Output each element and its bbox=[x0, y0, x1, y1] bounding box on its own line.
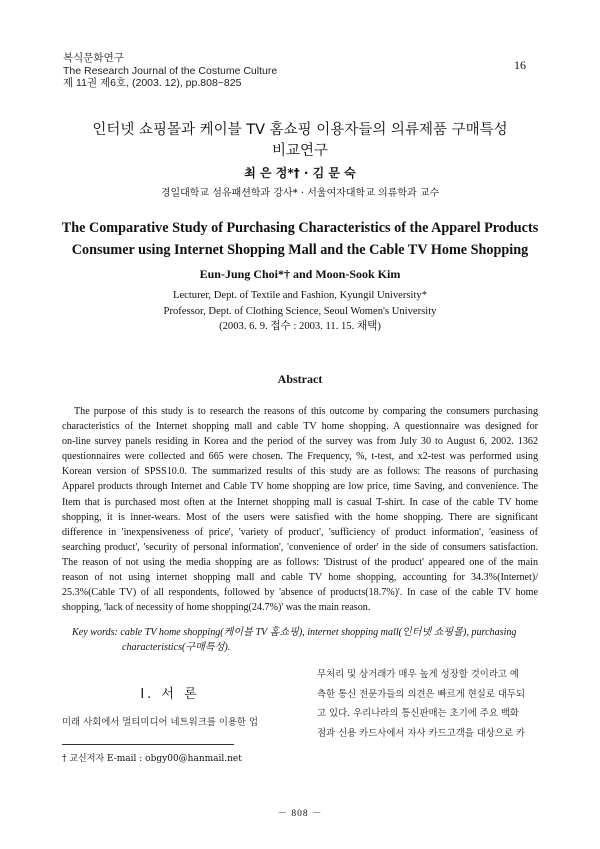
abstract-heading: Abstract bbox=[277, 372, 323, 386]
keywords-line-2: characteristics(구매특성). bbox=[122, 642, 231, 653]
page-number-top: 16 bbox=[514, 58, 526, 72]
abstract-line: Apparel products through Internet and Cable TV home shopping are low price, time Saving, and convenience. The bbox=[62, 481, 538, 493]
korean-title bbox=[60, 120, 540, 162]
right-column-text bbox=[317, 665, 539, 743]
abstract-line: searching product', 'security of personal information', 'convenience of order' in the side of consumers satisfaction. bbox=[62, 541, 538, 553]
korean-authors: 최 은 정*† · 김 문 숙 bbox=[244, 166, 356, 180]
abstract-line: reason of not using internet shopping mall and cable TV home shopping, accounting for 34.3%(Internet)/ bbox=[62, 572, 538, 584]
abstract-line: Item that is purchased most often at the Internet shopping mall is casual T-shirt. In case of the cable TV home bbox=[62, 496, 538, 508]
right-column-line: 측한 통신 전문가들의 의견은 빠르게 현실로 대두되 bbox=[317, 688, 526, 700]
abstract-line: Korean version of SPSS10.0. The summarized results of this study are as follows: The reasons of purchasing bbox=[62, 466, 538, 478]
journal-name-korean: 복식문화연구 bbox=[63, 52, 124, 64]
english-authors: Eun-Jung Choi*† and Moon-Sook Kim bbox=[199, 267, 401, 281]
affiliation-line-1: Lecturer, Dept. of Textile and Fashion, Kyungil University* bbox=[172, 290, 427, 301]
english-affiliation bbox=[60, 288, 540, 335]
abstract-line: characteristics of the Internet shopping mall and cable TV home shopping. A questionnaire was designed for bbox=[62, 421, 538, 433]
right-column-line: 고 있다. 우리나라의 통신판매는 초기에 주요 백화 bbox=[317, 708, 519, 719]
right-column-line: 무처리 및 상거래가 매우 높게 성장할 것이라고 예 bbox=[317, 669, 519, 680]
affiliation-line-2: Professor, Dept. of Clothing Science, Seoul Women's University bbox=[163, 305, 437, 317]
abstract-line: questionnaires were collected and 665 were chosen. The Frequency, %, t-test, and x2-test was performed using bbox=[62, 451, 538, 463]
footnote-corresponding-author: † 교신저자 E-mail : obgy00@hanmail.net bbox=[62, 754, 242, 764]
keywords-line-1: Key words: cable TV home shopping(케이블 TV 홈쇼핑), internet shopping mall(인터넷 쇼핑몰), purchasing bbox=[72, 627, 517, 638]
left-column-text: 미래 사회에서 멀티미디어 네트워크를 이용한 업 bbox=[62, 717, 259, 728]
abstract-line: shopping, 'lack of necessity of home shopping(24.7%)' was the main reason. bbox=[62, 602, 371, 614]
korean-title-line-2: 비교연구 bbox=[271, 143, 329, 159]
abstract-body bbox=[62, 404, 538, 615]
right-column-line: 점과 신용 카드사에서 자사 카드고객을 대상으로 카 bbox=[317, 727, 526, 739]
journal-name-english: The Research Journal of the Costume Culture bbox=[63, 64, 278, 77]
abstract-line: The reason of not using the media shopping are as follows: 'Distrust of the product' appeared one of the main bbox=[62, 556, 538, 568]
korean-title-line-1: 인터넷 쇼핑몰과 케이블 TV 홈쇼핑 이용자들의 의류제품 구매특성 bbox=[92, 122, 508, 138]
journal-volume: 제 11권 제6호, (2003. 12), pp.808~825 bbox=[63, 77, 242, 89]
english-title-line-2: Consumer using Internet Shopping Mall and the Cable TV Home Shopping bbox=[71, 242, 529, 258]
received-accepted-dates: (2003. 6. 9. 접수 : 2003. 11. 15. 채택) bbox=[219, 321, 381, 332]
abstract-line: 25.3%(Cable TV) of all respondents, followed by 'absence of products(18.7%)'. In case of the cable TV home bbox=[62, 587, 538, 599]
footnote-divider bbox=[62, 744, 234, 745]
abstract-line: shopping, it is inner-wears. Most of the users were satisfied with the home shopping. There are significant bbox=[62, 511, 538, 523]
journal-header bbox=[63, 52, 277, 90]
abstract-line: The purpose of this study is to research the reasons of this outcome by comparing the consumers purchasing bbox=[74, 406, 538, 417]
abstract-line: on-line survey panels residing in Korea and the period of the survey was from July 30 to August 6, 2002. 1362 bbox=[62, 436, 538, 448]
english-title bbox=[50, 217, 550, 261]
korean-affiliation: 경일대학교 섬유패션학과 강사* · 서울여자대학교 의류학과 교수 bbox=[160, 188, 440, 199]
abstract-line: difference in 'inexpensiveness of price', 'variety of product', 'sufficiency of product information', 'easiness of bbox=[62, 526, 538, 538]
section-heading-introduction: Ⅰ. 서 론 bbox=[140, 687, 200, 702]
keywords bbox=[72, 625, 542, 655]
page-number-bottom: － 808 － bbox=[277, 809, 323, 819]
english-title-line-1: The Comparative Study of Purchasing Characteristics of the Apparel Products bbox=[61, 220, 539, 236]
